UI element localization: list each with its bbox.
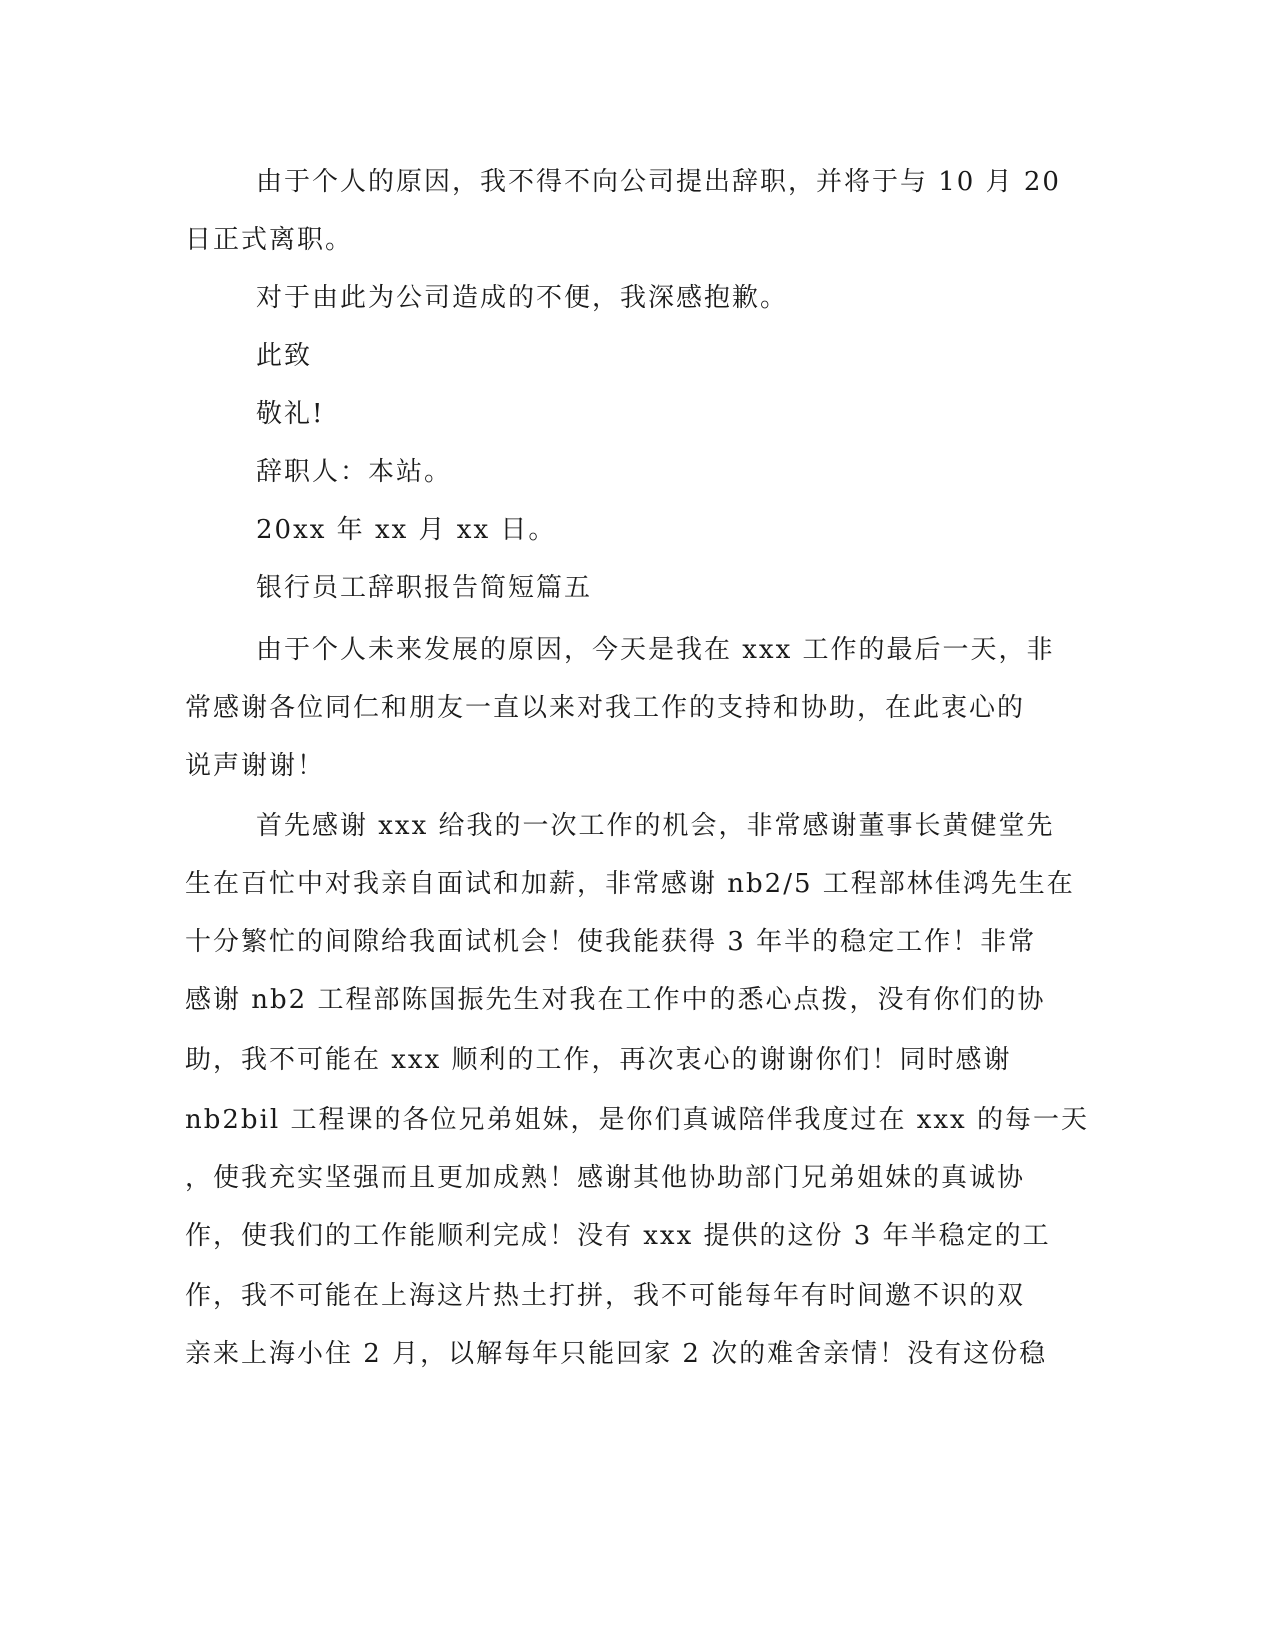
text-line: ，使我充实坚强而且更加成熟！感谢其他协助部门兄弟姐妹的真诚协	[185, 1163, 1026, 1193]
text-line: 亲来上海小住 2 月，以解每年只能回家 2 次的难舍亲情！没有这份稳	[185, 1339, 1048, 1369]
text-line: 20xx 年 xx 月 xx 日。	[256, 515, 557, 545]
text-line: 敬礼!	[256, 399, 325, 429]
text-line: 常感谢各位同仁和朋友一直以来对我工作的支持和协助，在此衷心的	[185, 693, 1026, 723]
text-line: 生在百忙中对我亲自面试和加薪，非常感谢 nb2/5 工程部林佳鸿先生在	[185, 869, 1075, 899]
text-line: 作，我不可能在上海这片热土打拼，我不可能每年有时间邀不识的双	[185, 1281, 1026, 1311]
text-line: 此致	[256, 341, 313, 371]
text-line: 日正式离职。	[185, 225, 354, 255]
text-line: 由于个人未来发展的原因，今天是我在 xxx 工作的最后一天，非	[256, 635, 1055, 665]
text-line: nb2bil 工程课的各位兄弟姐妹，是你们真诚陪伴我度过在 xxx 的每一天	[185, 1105, 1089, 1135]
text-line: 辞职人：本站。	[256, 457, 453, 487]
text-line: 对于由此为公司造成的不便，我深感抱歉。	[256, 283, 789, 313]
text-line: 助，我不可能在 xxx 顺利的工作，再次衷心的谢谢你们！同时感谢	[185, 1045, 1012, 1075]
text-line: 作，使我们的工作能顺利完成！没有 xxx 提供的这份 3 年半稳定的工	[185, 1221, 1051, 1251]
text-line: 首先感谢 xxx 给我的一次工作的机会，非常感谢董事长黄健堂先	[256, 811, 1055, 841]
text-line: 十分繁忙的间隙给我面试机会！使我能获得 3 年半的稳定工作！非常	[185, 927, 1037, 957]
text-line: 说声谢谢！	[185, 751, 326, 781]
text-line: 由于个人的原因，我不得不向公司提出辞职，并将于与 10 月 20	[256, 167, 1061, 197]
text-line: 感谢 nb2 工程部陈国振先生对我在工作中的悉心点拨，没有你们的协	[185, 985, 1046, 1015]
section-heading: 银行员工辞职报告简短篇五	[256, 573, 593, 603]
